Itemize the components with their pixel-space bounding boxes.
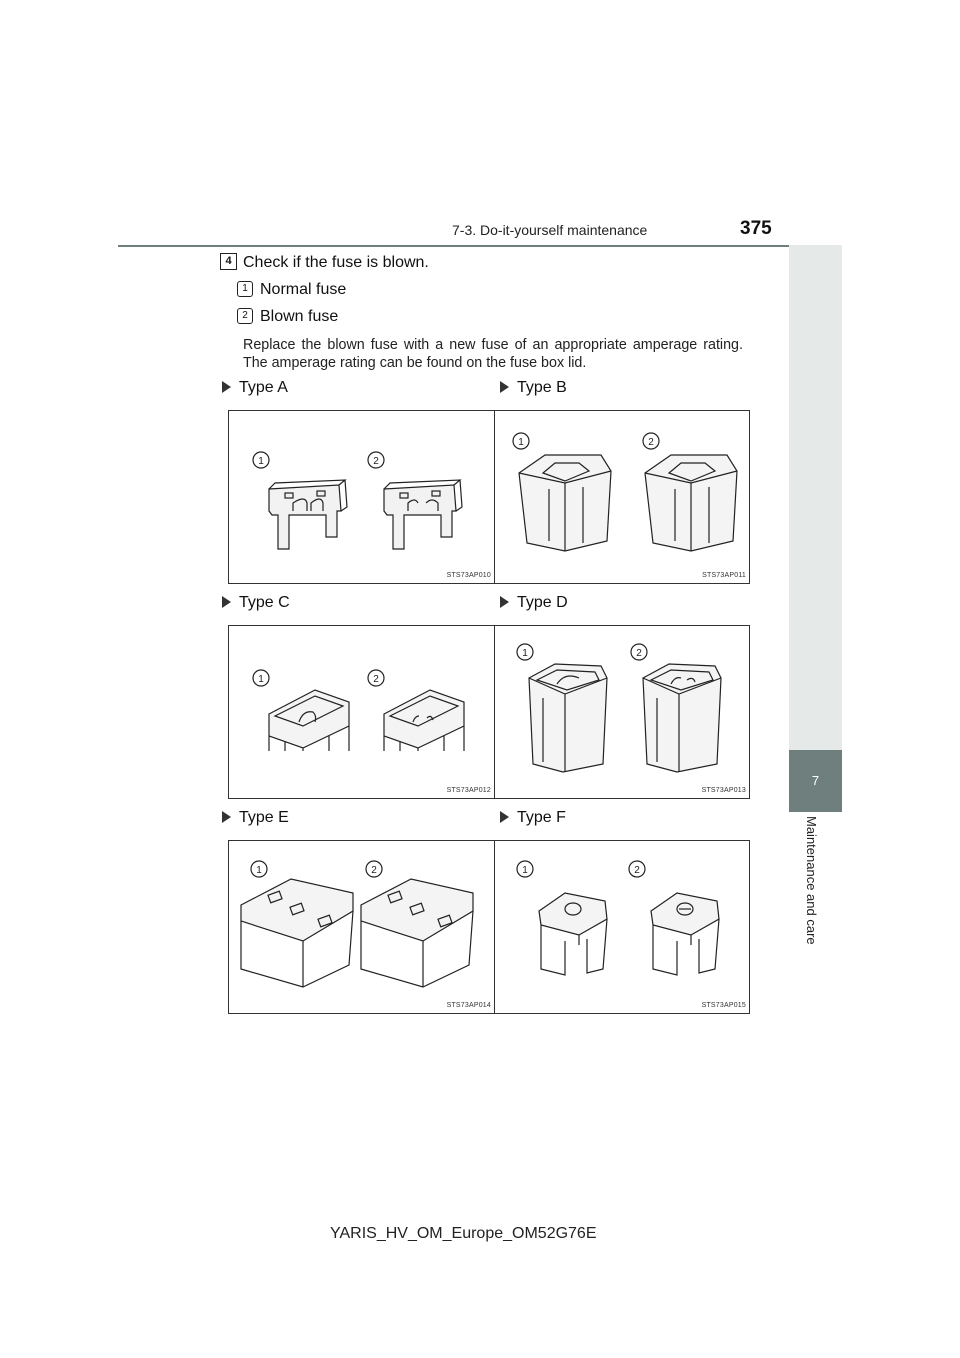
box-fuse-drawing [229, 626, 496, 800]
callout-2: 2 [373, 674, 379, 685]
figure-code: STS73AP013 [701, 787, 746, 794]
callout-1: 1 [256, 865, 262, 876]
cartridge-box-fuse-drawing [495, 626, 751, 800]
callout-1: 1 [258, 456, 264, 467]
triangle-bullet-icon [500, 811, 509, 823]
page-number: 375 [740, 218, 772, 239]
type-e-illustration [228, 840, 495, 1014]
header-rule [118, 245, 841, 247]
type-b-illustration [494, 410, 750, 584]
type-e-heading: Type E [222, 809, 289, 827]
step-number-badge: 4 [220, 253, 237, 270]
step-text: Check if the fuse is blown. [243, 254, 429, 271]
callout-badge-1: 1 [237, 281, 253, 297]
type-a-heading: Type A [222, 379, 288, 397]
bolt-fuse-drawing [495, 841, 751, 1015]
callout-1: 1 [258, 674, 264, 685]
type-d-illustration [494, 625, 750, 799]
callout-2: 2 [634, 865, 640, 876]
triangle-bullet-icon [500, 381, 509, 393]
type-c-heading: Type C [222, 594, 290, 612]
triangle-bullet-icon [222, 381, 231, 393]
triangle-bullet-icon [500, 596, 509, 608]
figure-code: STS73AP010 [446, 572, 491, 579]
type-a-illustration [228, 410, 495, 584]
callout-1: 1 [522, 865, 528, 876]
cartridge-fuse-drawing [495, 411, 751, 585]
callout-2: 2 [371, 865, 377, 876]
type-f-heading: Type F [500, 809, 566, 827]
large-box-fuse-drawing [229, 841, 496, 1015]
figure-code: STS73AP012 [446, 787, 491, 794]
chapter-title: Maintenance and care [804, 816, 819, 945]
figure-code: STS73AP011 [702, 572, 746, 579]
chapter-tab: 7 [789, 750, 842, 812]
callout-1: 1 [522, 648, 528, 659]
callout-2: 2 [373, 456, 379, 467]
section-title: 7-3. Do-it-yourself maintenance [452, 222, 648, 238]
blade-fuse-drawing [229, 411, 496, 585]
callout-2: 2 [636, 648, 642, 659]
normal-fuse-label: Normal fuse [260, 281, 347, 298]
chapter-title-tab [789, 812, 842, 1012]
triangle-bullet-icon [222, 811, 231, 823]
figure-code: STS73AP014 [446, 1002, 491, 1009]
type-c-illustration [228, 625, 495, 799]
type-b-heading: Type B [500, 379, 567, 397]
callout-1: 1 [518, 437, 524, 448]
type-d-heading: Type D [500, 594, 568, 612]
callout-badge-2: 2 [237, 308, 253, 324]
document-id: YARIS_HV_OM_Europe_OM52G76E [330, 1225, 597, 1242]
side-tab-background [789, 245, 842, 750]
callout-2: 2 [648, 437, 654, 448]
figure-code: STS73AP015 [701, 1002, 746, 1009]
replacement-note: Replace the blown fuse with a new fuse of an appropriate amperage rating. The amperage rating can be found on the fuse box lid. [243, 337, 743, 371]
blown-fuse-label: Blown fuse [260, 308, 339, 325]
triangle-bullet-icon [222, 596, 231, 608]
type-f-illustration [494, 840, 750, 1014]
